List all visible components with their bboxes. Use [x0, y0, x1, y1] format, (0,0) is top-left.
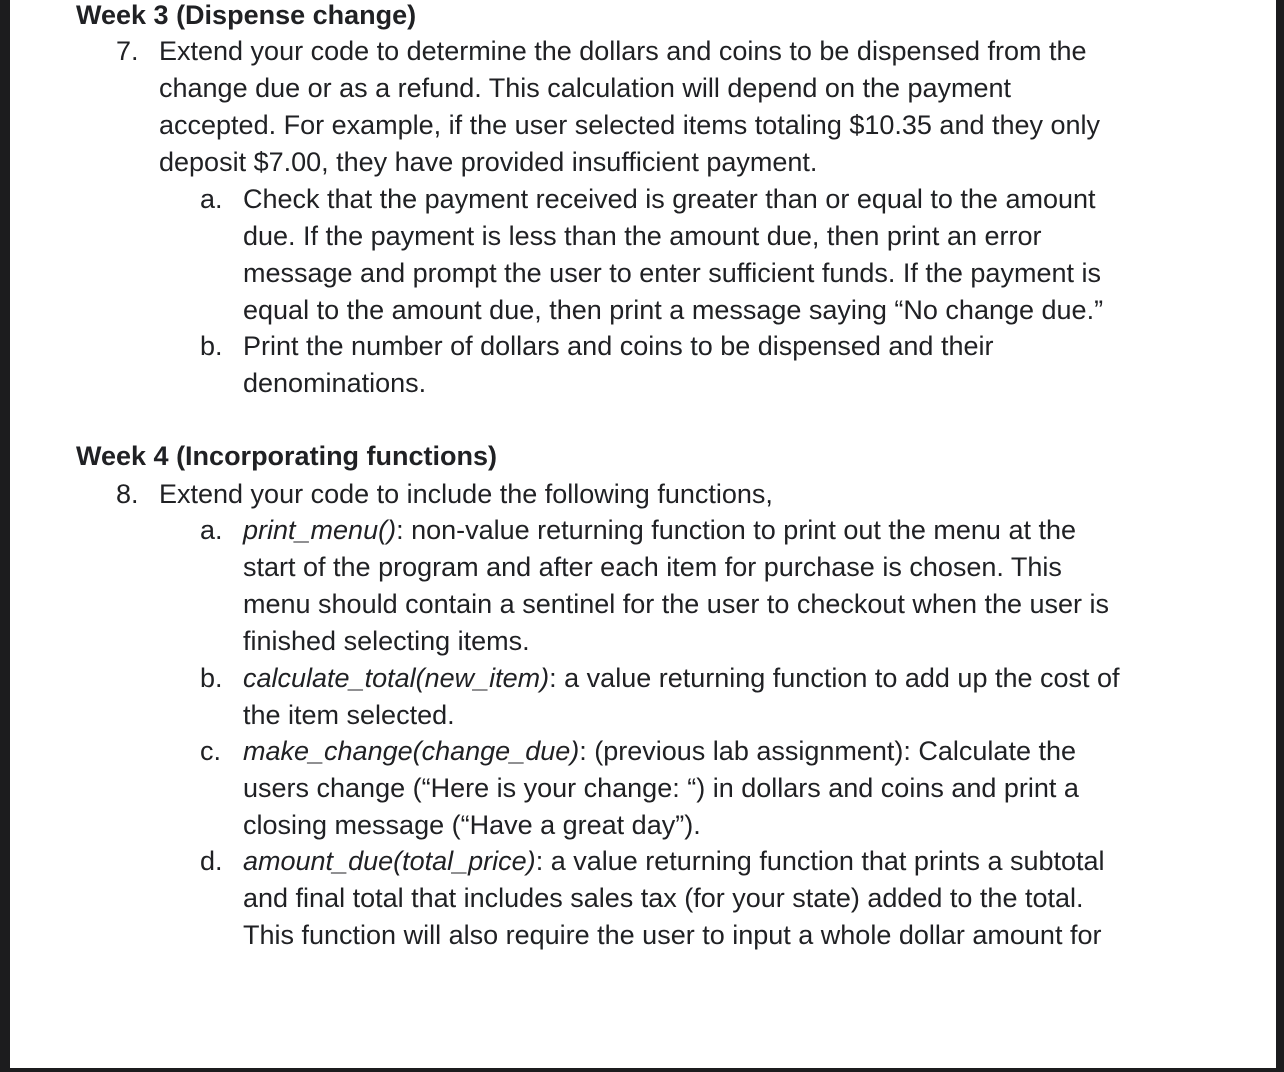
text-line: deposit $7.00, they have provided insufficient payment.: [159, 147, 818, 177]
text-line: [243, 512, 1109, 549]
text-line: [243, 733, 1079, 770]
text-line: denominations.: [243, 368, 427, 398]
list-number: 7.: [116, 36, 139, 66]
text-line: closing message (“Have a great day”).: [243, 810, 701, 840]
text-line: finished selecting items.: [243, 626, 530, 656]
week3-heading: Week 3 (Dispense change): [76, 0, 417, 30]
text-line: This function will also require the user to input a whole dollar amount for: [243, 920, 1102, 950]
list-item-text: [159, 33, 1100, 181]
text-line: Extend your code to include the following functions,: [159, 479, 773, 509]
text-line: the item selected.: [243, 700, 455, 730]
text-line: [243, 660, 1120, 697]
sub-item-label: a.: [200, 515, 223, 545]
text-line: [243, 843, 1105, 880]
function-description: : a value returning function to add up the cost of: [549, 663, 1120, 693]
function-description: : a value returning function that prints a subtotal: [535, 846, 1105, 876]
sub-item-label: b.: [200, 331, 223, 361]
text-line: change due or as a refund. This calculation will depend on the payment: [159, 73, 1012, 103]
text-line: Check that the payment received is greater than or equal to the amount: [243, 184, 1096, 214]
sub-item-text: [243, 181, 1103, 329]
list-number: 8.: [116, 479, 139, 509]
week4-heading: Week 4 (Incorporating functions): [76, 441, 498, 471]
text-line: and final total that includes sales tax (for your state) added to the total.: [243, 883, 1084, 913]
sub-item-text: [243, 328, 993, 402]
document-page: [10, 0, 1276, 1068]
sub-item-text: [243, 733, 1079, 844]
text-line: start of the program and after each item for purchase is chosen. This: [243, 552, 1062, 582]
text-line: accepted. For example, if the user selected items totaling $10.35 and they only: [159, 110, 1101, 140]
list-item-text: [159, 476, 773, 513]
function-name: calculate_total(new_item): [243, 663, 550, 693]
function-description: : (previous lab assignment): Calculate the: [579, 736, 1076, 766]
text-line: due. If the payment is less than the amount due, then print an error: [243, 221, 1042, 251]
sub-item-label: d.: [200, 846, 223, 876]
function-name: amount_due(total_price): [243, 846, 536, 876]
function-description: : non-value returning function to print out the menu at the: [396, 515, 1076, 545]
text-line: users change (“Here is your change: “) in dollars and coins and print a: [243, 773, 1079, 803]
sub-item-label: b.: [200, 663, 223, 693]
function-name: make_change(change_due): [243, 736, 580, 766]
sub-item-text: [243, 843, 1105, 954]
sub-item-label: c.: [200, 736, 222, 766]
function-name: print_menu(): [243, 515, 397, 545]
text-line: message and prompt the user to enter sufficient funds. If the payment is: [243, 258, 1101, 288]
text-line: Extend your code to determine the dollars and coins to be dispensed from the: [159, 36, 1087, 66]
text-line: equal to the amount due, then print a message saying “No change due.”: [243, 295, 1104, 325]
sub-item-label: a.: [200, 184, 223, 214]
sub-item-text: [243, 660, 1120, 734]
text-line: menu should contain a sentinel for the user to checkout when the user is: [243, 589, 1110, 619]
text-line: Print the number of dollars and coins to be dispensed and their: [243, 331, 994, 361]
sub-item-text: [243, 512, 1109, 660]
